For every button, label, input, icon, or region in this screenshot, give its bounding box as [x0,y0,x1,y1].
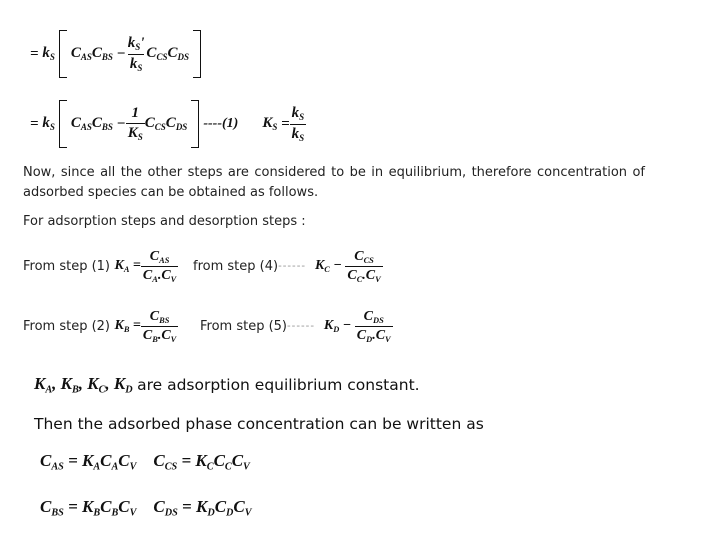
step-1-label: From step (1) [23,258,111,274]
step-2-label: From step (2) [23,318,111,334]
constants-description: are adsorption equilibrium constant. [137,375,420,394]
c-bs: $C_{BS}$ [91,115,113,133]
k-s: $k_S$ [42,115,55,133]
k-s: $k_S$ [42,45,55,63]
result-equation-2: $C_{BS} = K_BC_BC_V$ $C_{DS} = K_DC_DC_V$ [40,497,252,519]
equation-tag: ----(1) [203,116,239,131]
step-2-row [23,306,178,346]
c-bs: $C_{BS}$ [91,45,113,63]
ka-equation: $K_A$ = $\frac{C_{AS}}{C_A.C_V}$ [114,248,177,284]
right-bracket [191,100,199,148]
minus-sign: − [116,45,126,62]
rate-equation-1 [30,30,205,78]
then-text: Then the adsorbed phase concentration can be written as [34,415,484,433]
constants-line [34,374,420,396]
c-ds: $C_{DS}$ [167,45,189,63]
result-equation-1: $C_{AS} = K_AC_AC_V$ $C_{CS} = K_CC_CC_V$ [40,451,250,473]
step-4-dashes: ------ [278,260,307,272]
c-as: $C_{AS}$ [70,115,92,133]
K-s-definition: $K_S$ = $\frac{k_S}{k_S}$ [262,105,305,143]
c-ds: $C_{DS}$ [165,115,188,133]
c-cs: $C_{CS}$ [146,45,168,63]
kd-equation: $K_D$ − $\frac{C_{DS}}{C_D.C_V}$ [323,308,391,344]
kb-equation: $K_B$ = $\frac{C_{BS}}{C_B.C_V}$ [114,308,177,344]
equals-sign: = [30,115,39,132]
ks-fraction: $\frac{k_S'}{k_S}$ [127,35,145,73]
constants-list: $K_A$, $K_B$, $K_C$, $K_D$ [34,374,133,396]
right-bracket [193,30,201,78]
adsorption-steps-heading: For adsorption steps and desorption steps : [23,214,306,229]
equilibrium-paragraph: Now, since all the other steps are considered to be in equilibrium, therefore concentration of adsorbed species can be obtained as follows. [23,165,645,200]
c-as: $C_{AS}$ [70,45,92,63]
step-5-row [200,306,393,346]
equals-sign: = [30,45,39,62]
step-5-dashes: ------ [287,320,315,332]
step-5-label: From step (5) [200,318,288,334]
left-bracket [59,30,67,78]
left-bracket [59,100,67,148]
step-4-label: from step (4) [193,258,279,274]
c-cs: $C_{CS}$ [144,115,166,133]
one-over-ks-fraction: $\frac{1}{K_S}$ [127,105,143,143]
rate-equation-2 [30,100,306,148]
kc-equation: $K_C$ − $\frac{C_{CS}}{C_C.C_V}$ [314,248,381,284]
step-4-row [193,246,383,286]
step-1-row [23,246,178,286]
minus-sign: − [116,115,126,132]
